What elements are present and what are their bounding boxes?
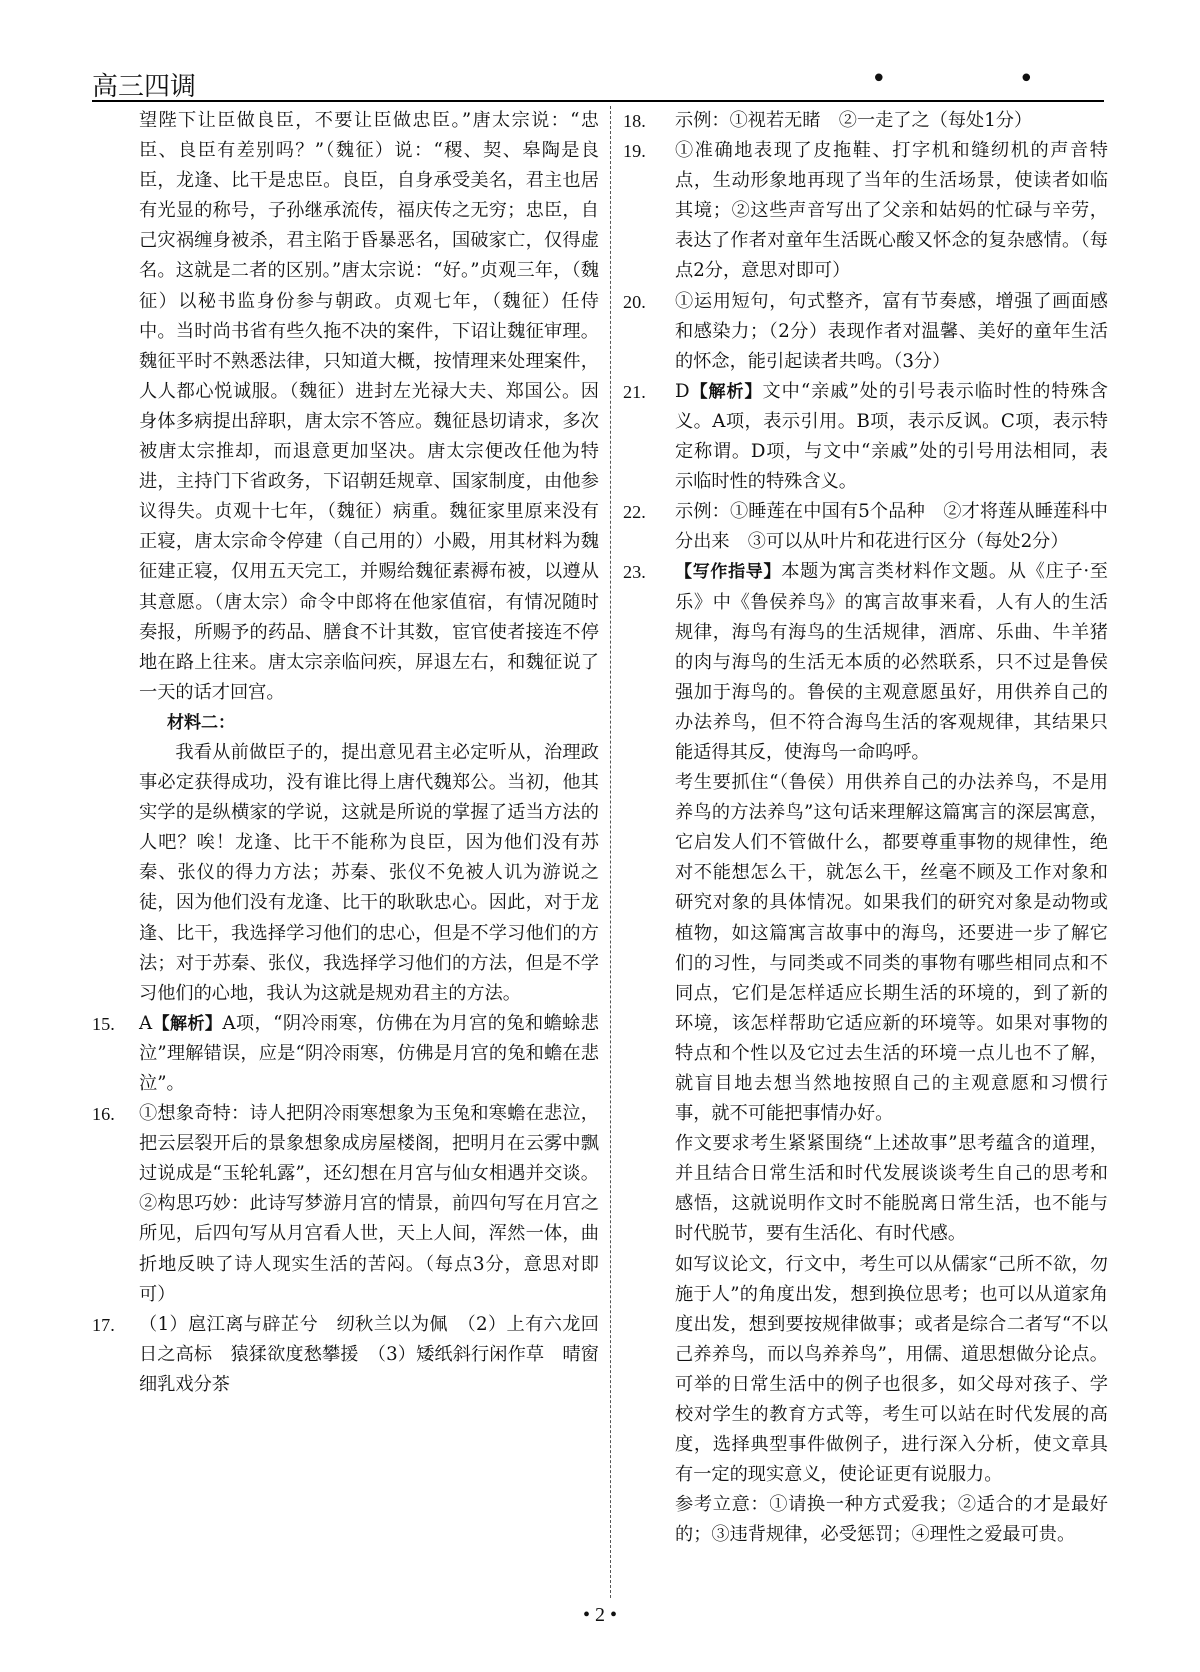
answer-text: 示例：①视若无睹 ②一走了之（每处1分） [675, 110, 1033, 131]
writing-guide-paragraph: 如写议论文，行文中，考生可以从儒家“己所不欲，勿施于人”的角度出发，想到换位思考；也可以从道家角度出发，想到要按规律做事；或者是综合二者写“不以己养养鸟，而以鸟养养鸟”，用儒、道思想做分论点。可举的日常生活中的例子也很多，如父母对孩子、学校对学生的教育方式等，考生可以站在时代发展的高度，选择典型事件做例子，进行深入分析，使文章具有一定的现实意义，使论证更有说服力。 [675, 1253, 1108, 1486]
question-number: 15. [92, 1013, 115, 1034]
header-dots: • • [871, 64, 1096, 94]
page-number: • 2 • [582, 1604, 617, 1626]
answer-text: ①运用短句，句式整齐，富有节奏感，增强了画面感和感染力；（2分）表现作者对温馨、美好的童年生活的怀念，能引起读者共鸣。（3分） [675, 290, 1108, 372]
answer-23 [623, 557, 1108, 768]
answer-choice: D [675, 380, 690, 402]
writing-guide-paragraph: 作文要求考生紧紧围绕“上述故事”思考蕴含的道理，并且结合日常生活和时代发展谈谈考生自己的思考和感悟，这就说明作文时不能脱离日常生活，也不能与时代脱节，要有生活化、有时代感。 [675, 1133, 1108, 1245]
analysis-tag: 【解析】 [689, 381, 763, 402]
question-number: 20. [623, 291, 646, 312]
answer-17 [92, 1310, 599, 1400]
answer-text: 文中“亲戚”处的引号表示临时性的特殊含义。A项，表示引用。B项，表示反讽。C项，表示特定称谓。D项，与文中“亲戚”处的引号用法相同，表示临时性的特殊含义。 [675, 380, 1108, 493]
answer-text: ①想象奇特：诗人把阴冷雨寒想象为玉兔和寒蟾在悲泣，把云层裂开后的景象想象成房屋楼阁，把明月在云雾中飘过说成是“玉轮轧露”，还幻想在月宫与仙女相遇并交谈。②构思巧妙：此诗写梦游月宫的情景，前四句写在月宫之所见，后四句写从月宫看人世，天上人间，浑然一体，曲折地反映了诗人现实生活的苦闷。（每点3分，意思对即可） [139, 1103, 599, 1305]
answer-choice: A [139, 1012, 153, 1034]
answer-15 [92, 1009, 599, 1099]
answer-18 [623, 106, 1108, 136]
answer-22 [623, 497, 1108, 557]
answer-text: A项，“阴冷雨寒，仿佛在为月宫的兔和蟾蜍悲泣”理解错误，应是“阴冷雨寒，仿佛是月宫的兔和蟾在悲泣”。 [139, 1012, 599, 1094]
reference-themes: 参考立意：①请换一种方式爱我；②适合的才是最好的；③违背规律，必受惩罚；④理性之爱最可贵。 [675, 1494, 1108, 1546]
material-two-heading: 材料二： [167, 712, 235, 733]
question-number: 19. [623, 141, 646, 162]
right-column [623, 106, 1108, 1551]
left-column [92, 106, 599, 1400]
question-number: 21. [623, 381, 646, 402]
material-one-text: 望陛下让臣做良臣，不要让臣做忠臣。”唐太宗说：“忠臣、良臣有差别吗？”（魏征）说：“稷、契、皋陶是良臣，龙逢、比干是忠臣。良臣，自身承受美名，君主也居有光显的称号，子孙继承流传，福庆传之无穷；忠臣，自己灾祸缠身被杀，君主陷于昏暴恶名，国破家亡，仅得虚名。这就是二者的区别。”唐太宗说：“好。”贞观三年，（魏征）以秘书监身份参与朝政。贞观七年，（魏征）任侍中。当时尚书省有些久拖不决的案件，下诏让魏征审理。魏征平时不熟悉法律，只知道大概，按情理来处理案件，人人都心悦诚服。（魏征）进封左光禄大夫、郑国公。因身体多病提出辞职，唐太宗不答应。魏征恳切请求，多次被唐太宗推却，而退意更加坚决。唐太宗便改任他为特进，主持门下省政务，下诏朝廷规章、国家制度，由他参议得失。贞观十七年，（魏征）病重。魏征家里原来没有正寝，唐太宗命令停建（自己用的）小殿，用其材料为魏征建正寝，仅用五天完工，并赐给魏征素褥布被，以遵从其意愿。（唐太宗）命令中郎将在他家值宿，有情况随时奏报，所赐予的药品、膳食不计其数，宦官使者接连不停地在路上往来。唐太宗亲临问疾，屏退左右，和魏征说了一天的话才回宫。 [139, 110, 599, 703]
answer-19 [623, 136, 1108, 286]
column-divider [610, 106, 611, 1598]
question-number: 23. [623, 562, 646, 583]
question-number: 18. [623, 111, 646, 131]
question-number: 22. [623, 502, 646, 523]
header-title: 高三四调 [92, 72, 197, 102]
material-two-text: 我看从前做臣子的，提出意见君主必定听从，治理政事必定获得成功，没有谁比得上唐代魏郑公。当初，他其实学的是纵横家的学说，这就是所说的掌握了适当方法的人吧？唉！龙逢、比干不能称为良臣，因为他们没有苏秦、张仪的得力方法；苏秦、张仪不免被人讥为游说之徒，因为他们没有龙逢、比干的耿耿忠心。因此，对于龙逢、比干，我选择学习他们的忠心，但是不学习他们的方法；对于苏秦、张仪，我选择学习他们的方法，但是不学习他们的心地，我认为这就是规劝君主的方法。 [139, 741, 599, 1004]
analysis-tag: 【解析】 [152, 1013, 223, 1034]
answer-text: （1）扈江离与辟芷兮 纫秋兰以为佩 （2）上有六龙回日之高标 猿猱欲度愁攀援 （3）矮纸斜行闲作草 晴窗细乳戏分茶 [139, 1313, 599, 1395]
question-number: 17. [92, 1314, 115, 1335]
answer-text: 示例：①睡莲在中国有5个品种 ②才将莲从睡莲科中分出来 ③可以从叶片和花进行区分（每处2分） [675, 501, 1108, 553]
writing-guide-tag: 【写作指导】 [675, 562, 782, 583]
writing-guide-paragraph: 考生要抓住“（鲁侯）用供养自己的办法养鸟，不是用养鸟的方法养鸟”这句话来理解这篇寓言的深层寓意，它启发人们不管做什么，都要尊重事物的规律性，绝对不能想怎么干，就怎么干，丝毫不顾及工作对象和研究对象的具体情况。如果我们的研究对象是动物或植物，如这篇寓言故事中的海鸟，还要进一步了解它们的习性，与同类或不同类的事物有哪些相同点和不同点，它们是怎样适应长期生活的环境的，到了新的环境，该怎样帮助它适应新的环境等。如果对事物的特点和个性以及它过去生活的环境一点儿也不了解，就盲目地去想当然地按照自己的主观意愿和习惯行事，就不可能把事情办好。 [675, 772, 1108, 1125]
question-number: 16. [92, 1104, 115, 1125]
answer-text: 本题为寓言类材料作文题。从《庄子·至乐》中《鲁侯养鸟》的寓言故事来看，人有人的生活规律，海鸟有海鸟的生活规律，酒席、乐曲、牛羊猪的肉与海鸟的生活无本质的必然联系，只不过是鲁侯强加于海鸟的。鲁侯的主观意愿虽好，用供养自己的办法养鸟，但不符合海鸟生活的客观规律，其结果只能适得其反，使海鸟一命呜呼。 [675, 561, 1108, 763]
answer-21 [623, 377, 1108, 497]
answer-text: ①准确地表现了皮拖鞋、打字机和缝纫机的声音特点，生动形象地再现了当年的生活场景，使读者如临其境；②这些声音写出了父亲和姑妈的忙碌与辛劳，表达了作者对童年生活既心酸又怀念的复杂感情。（每点2分，意思对即可） [675, 140, 1108, 282]
answer-16 [92, 1099, 599, 1310]
page-header [92, 60, 1104, 102]
answer-20 [623, 287, 1108, 377]
